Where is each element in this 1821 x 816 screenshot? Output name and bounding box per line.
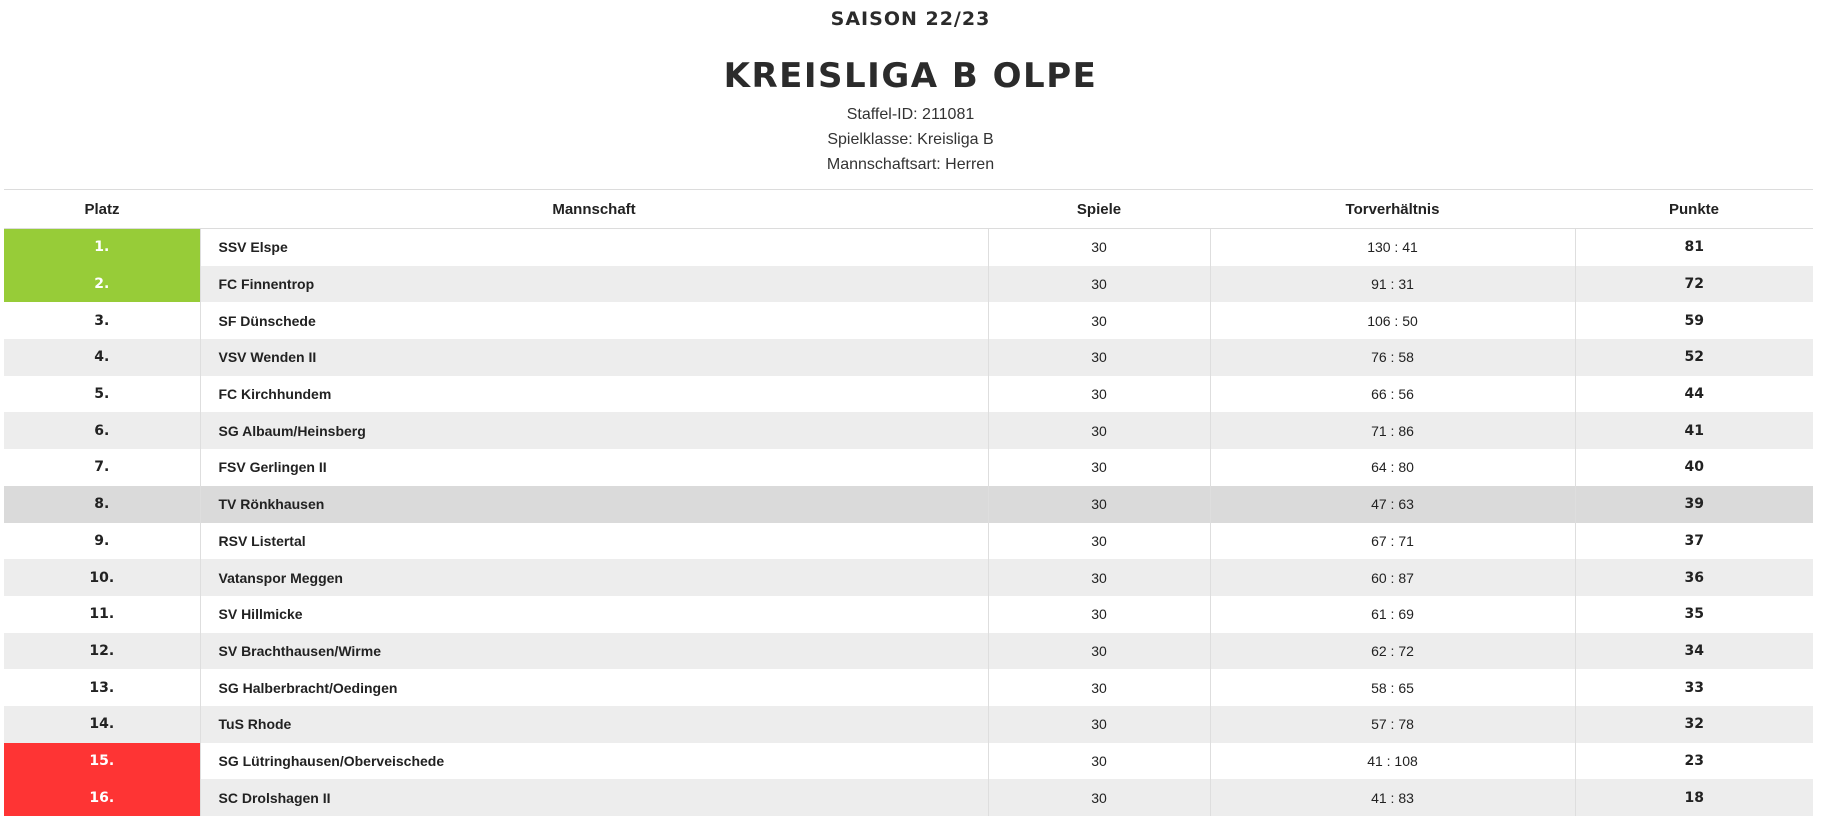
points-cell: 59 <box>1575 302 1813 339</box>
standings-table <box>4 189 1813 816</box>
goal-ratio-cell: 58 : 65 <box>1210 669 1575 706</box>
team-name-cell[interactable]: SSV Elspe <box>200 229 988 266</box>
games-cell: 30 <box>988 339 1210 376</box>
points-cell: 39 <box>1575 486 1813 523</box>
games-cell: 30 <box>988 706 1210 743</box>
team-name-cell[interactable]: FC Kirchhundem <box>200 376 988 413</box>
goal-ratio-cell: 67 : 71 <box>1210 523 1575 560</box>
goal-ratio-cell: 106 : 50 <box>1210 302 1575 339</box>
goal-ratio-cell: 61 : 69 <box>1210 596 1575 633</box>
goal-ratio-cell: 71 : 86 <box>1210 412 1575 449</box>
table-row[interactable] <box>4 669 1813 706</box>
games-cell: 30 <box>988 449 1210 486</box>
table-row[interactable] <box>4 559 1813 596</box>
league-title: KREISLIGA B OLPE <box>0 56 1821 96</box>
points-cell: 33 <box>1575 669 1813 706</box>
mannschaftsart: Mannschaftsart: Herren <box>0 156 1821 174</box>
games-cell: 30 <box>988 486 1210 523</box>
spielklasse: Spielklasse: Kreisliga B <box>0 131 1821 149</box>
goal-ratio-cell: 57 : 78 <box>1210 706 1575 743</box>
col-header-spiele: Spiele <box>988 190 1210 229</box>
rank-cell: 12. <box>4 633 200 670</box>
games-cell: 30 <box>988 229 1210 266</box>
team-name-cell[interactable]: SV Brachthausen/Wirme <box>200 633 988 670</box>
rank-cell: 4. <box>4 339 200 376</box>
rank-cell: 8. <box>4 486 200 523</box>
table-row[interactable] <box>4 412 1813 449</box>
team-name-cell[interactable]: SG Albaum/Heinsberg <box>200 412 988 449</box>
rank-cell: 7. <box>4 449 200 486</box>
games-cell: 30 <box>988 302 1210 339</box>
goal-ratio-cell: 130 : 41 <box>1210 229 1575 266</box>
table-row[interactable] <box>4 449 1813 486</box>
team-name-cell[interactable]: VSV Wenden II <box>200 339 988 376</box>
col-header-platz: Platz <box>4 190 200 229</box>
points-cell: 37 <box>1575 523 1813 560</box>
points-cell: 36 <box>1575 559 1813 596</box>
table-row[interactable] <box>4 339 1813 376</box>
rank-cell: 14. <box>4 706 200 743</box>
goal-ratio-cell: 66 : 56 <box>1210 376 1575 413</box>
points-cell: 34 <box>1575 633 1813 670</box>
rank-cell: 1. <box>4 229 200 266</box>
games-cell: 30 <box>988 779 1210 816</box>
col-header-mannschaft: Mannschaft <box>200 190 988 229</box>
table-row[interactable] <box>4 486 1813 523</box>
rank-cell: 3. <box>4 302 200 339</box>
points-cell: 18 <box>1575 779 1813 816</box>
team-name-cell[interactable]: FSV Gerlingen II <box>200 449 988 486</box>
games-cell: 30 <box>988 376 1210 413</box>
rank-cell: 9. <box>4 523 200 560</box>
table-row[interactable] <box>4 266 1813 303</box>
table-row[interactable] <box>4 743 1813 780</box>
rank-cell: 15. <box>4 743 200 780</box>
points-cell: 41 <box>1575 412 1813 449</box>
team-name-cell[interactable]: RSV Listertal <box>200 523 988 560</box>
team-name-cell[interactable]: TV Rönkhausen <box>200 486 988 523</box>
goal-ratio-cell: 76 : 58 <box>1210 339 1575 376</box>
table-row[interactable] <box>4 596 1813 633</box>
goal-ratio-cell: 41 : 83 <box>1210 779 1575 816</box>
season-label: SAISON 22/23 <box>0 8 1821 30</box>
col-header-torverhaeltnis: Torverhältnis <box>1210 190 1575 229</box>
points-cell: 81 <box>1575 229 1813 266</box>
games-cell: 30 <box>988 596 1210 633</box>
table-row[interactable] <box>4 229 1813 266</box>
games-cell: 30 <box>988 633 1210 670</box>
goal-ratio-cell: 62 : 72 <box>1210 633 1575 670</box>
col-header-punkte: Punkte <box>1575 190 1813 229</box>
team-name-cell[interactable]: SV Hillmicke <box>200 596 988 633</box>
table-row[interactable] <box>4 633 1813 670</box>
goal-ratio-cell: 91 : 31 <box>1210 266 1575 303</box>
table-row[interactable] <box>4 376 1813 413</box>
team-name-cell[interactable]: SC Drolshagen II <box>200 779 988 816</box>
team-name-cell[interactable]: SG Halberbracht/Oedingen <box>200 669 988 706</box>
rank-cell: 6. <box>4 412 200 449</box>
table-row[interactable] <box>4 302 1813 339</box>
points-cell: 23 <box>1575 743 1813 780</box>
rank-cell: 16. <box>4 779 200 816</box>
table-row[interactable] <box>4 706 1813 743</box>
team-name-cell[interactable]: Vatanspor Meggen <box>200 559 988 596</box>
table-header-row <box>4 190 1813 229</box>
games-cell: 30 <box>988 412 1210 449</box>
goal-ratio-cell: 60 : 87 <box>1210 559 1575 596</box>
team-name-cell[interactable]: SF Dünschede <box>200 302 988 339</box>
goal-ratio-cell: 41 : 108 <box>1210 743 1575 780</box>
points-cell: 44 <box>1575 376 1813 413</box>
team-name-cell[interactable]: TuS Rhode <box>200 706 988 743</box>
table-row[interactable] <box>4 779 1813 816</box>
rank-cell: 11. <box>4 596 200 633</box>
table-row[interactable] <box>4 523 1813 560</box>
games-cell: 30 <box>988 523 1210 560</box>
points-cell: 52 <box>1575 339 1813 376</box>
games-cell: 30 <box>988 669 1210 706</box>
points-cell: 40 <box>1575 449 1813 486</box>
rank-cell: 5. <box>4 376 200 413</box>
points-cell: 35 <box>1575 596 1813 633</box>
team-name-cell[interactable]: FC Finnentrop <box>200 266 988 303</box>
team-name-cell[interactable]: SG Lütringhausen/Oberveischede <box>200 743 988 780</box>
games-cell: 30 <box>988 743 1210 780</box>
staffel-id: Staffel-ID: 211081 <box>0 106 1821 124</box>
rank-cell: 10. <box>4 559 200 596</box>
rank-cell: 13. <box>4 669 200 706</box>
rank-cell: 2. <box>4 266 200 303</box>
games-cell: 30 <box>988 559 1210 596</box>
goal-ratio-cell: 64 : 80 <box>1210 449 1575 486</box>
goal-ratio-cell: 47 : 63 <box>1210 486 1575 523</box>
games-cell: 30 <box>988 266 1210 303</box>
points-cell: 32 <box>1575 706 1813 743</box>
standings-body <box>4 229 1813 816</box>
points-cell: 72 <box>1575 266 1813 303</box>
